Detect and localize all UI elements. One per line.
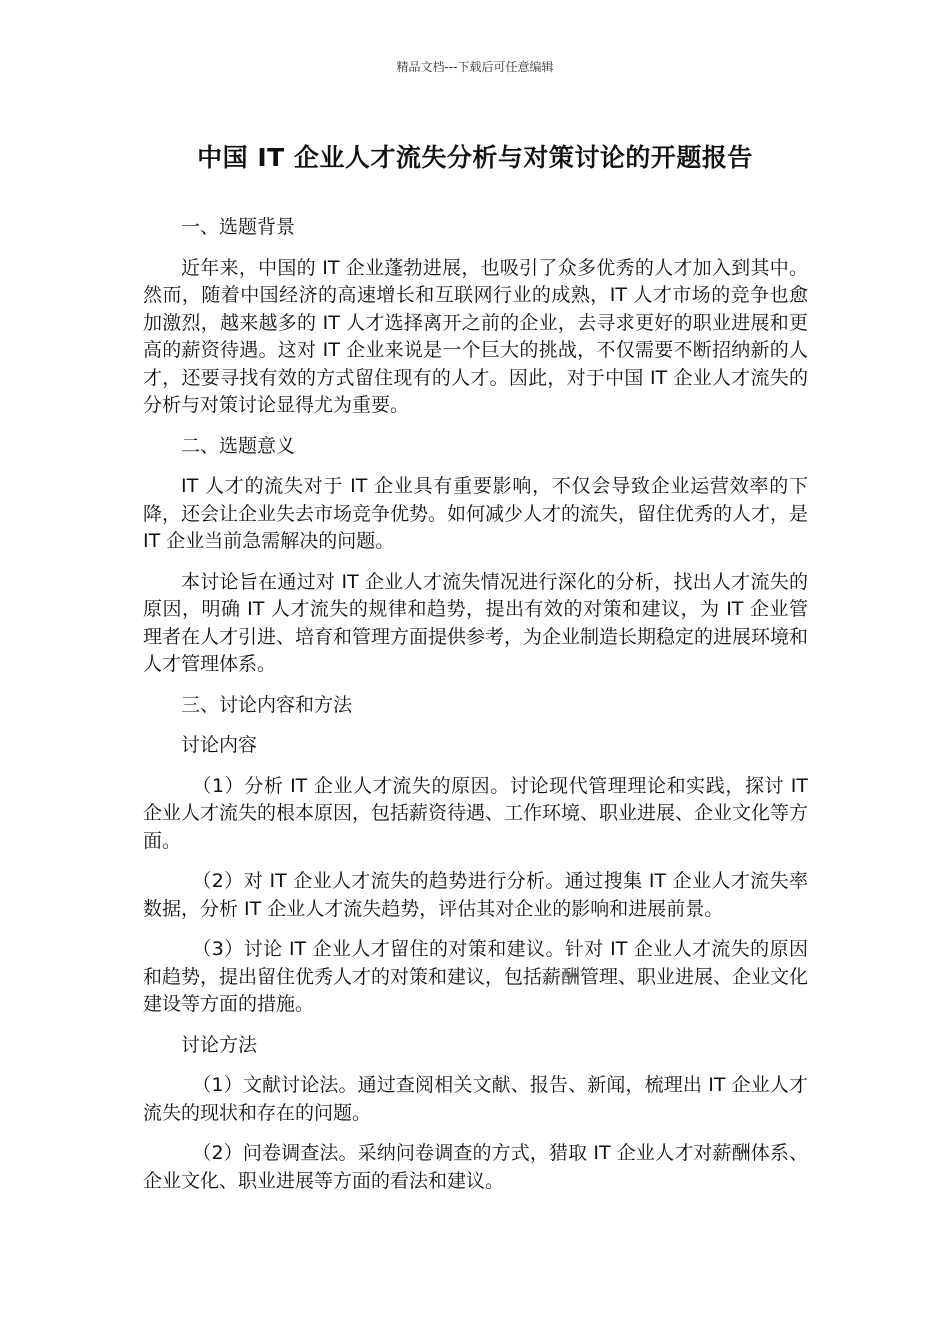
content-item-1: （1）分析 IT 企业人才流失的原因。讨论现代管理理论和实践，探讨 IT 企业人才流失的根本原因，包括薪资待遇、工作环境、职业进展、企业文化等方面。 <box>143 774 809 852</box>
subheading-content: 讨论内容 <box>181 734 258 756</box>
section-heading-background: 一、选题背景 <box>181 216 296 238</box>
subheading-method: 讨论方法 <box>181 1033 258 1056</box>
method-item-1: （1）文献讨论法。通过查阅相关文献、报告、新闻，梳理出 IT 企业人才流失的现状和存在的问题。 <box>143 1074 808 1124</box>
section-heading-significance: 二、选题意义 <box>181 434 296 457</box>
significance-paragraph-2: 本讨论旨在通过对 IT 企业人才流失情况进行深化的分析，找出人才流失的原因，明确 IT 人才流失的规律和趋势，提出有效的对策和建议，为 IT 企业管理者在人才引进、培育和管理方面提供参考，为企业制造长期稳定的进展环境和人才管理体系。 <box>143 570 809 675</box>
page-header: 精品文档---下载后可任意编辑 <box>396 60 554 74</box>
content-item-3: （3）讨论 IT 企业人才留住的对策和建议。针对 IT 企业人才流失的原因和趋势，提出留住优秀人才的对策和建议，包括薪酬管理、职业进展、企业文化建设等方面的措施。 <box>143 938 809 1015</box>
content-item-2: （2）对 IT 企业人才流失的趋势进行分析。通过搜集 IT 企业人才流失率数据，分析 IT 企业人才流失趋势，评估其对企业的影响和进展前景。 <box>143 870 808 920</box>
significance-paragraph-1: IT 人才的流失对于 IT 企业具有重要影响，不仅会导致企业运营效率的下降，还会让企业失去市场竞争优势。如何减少人才的流失，留住优秀的人才，是 IT 企业当前急需解决的问题。 <box>143 475 809 552</box>
method-item-2: （2）问卷调查法。采纳问卷调查的方式，猎取 IT 企业人才对薪酬体系、企业文化、职业进展等方面的看法和建议。 <box>143 1142 808 1192</box>
document-body <box>143 214 808 1208</box>
background-paragraph: 近年来，中国的 IT 企业蓬勃进展，也吸引了众多优秀的人才加入到其中。然而，随着中国经济的高速增长和互联网行业的成熟，IT 人才市场的竞争也愈加激烈，越来越多的 IT 人才选择离开之前的企业，去寻求更好的职业进展和更高的薪资待遇。这对 IT 企业来说是一个巨大的挑战，不仅需要不断招纳新的人才，还要寻找有效的方式留住现有的人才。因此，对于中国 IT 企业人才流失的分析与对策讨论显得尤为重要。 <box>143 256 808 416</box>
section-heading-content-method: 三、讨论内容和方法 <box>181 693 353 716</box>
document-title: 中国 IT 企业人才流失分析与对策讨论的开题报告 <box>197 143 753 172</box>
